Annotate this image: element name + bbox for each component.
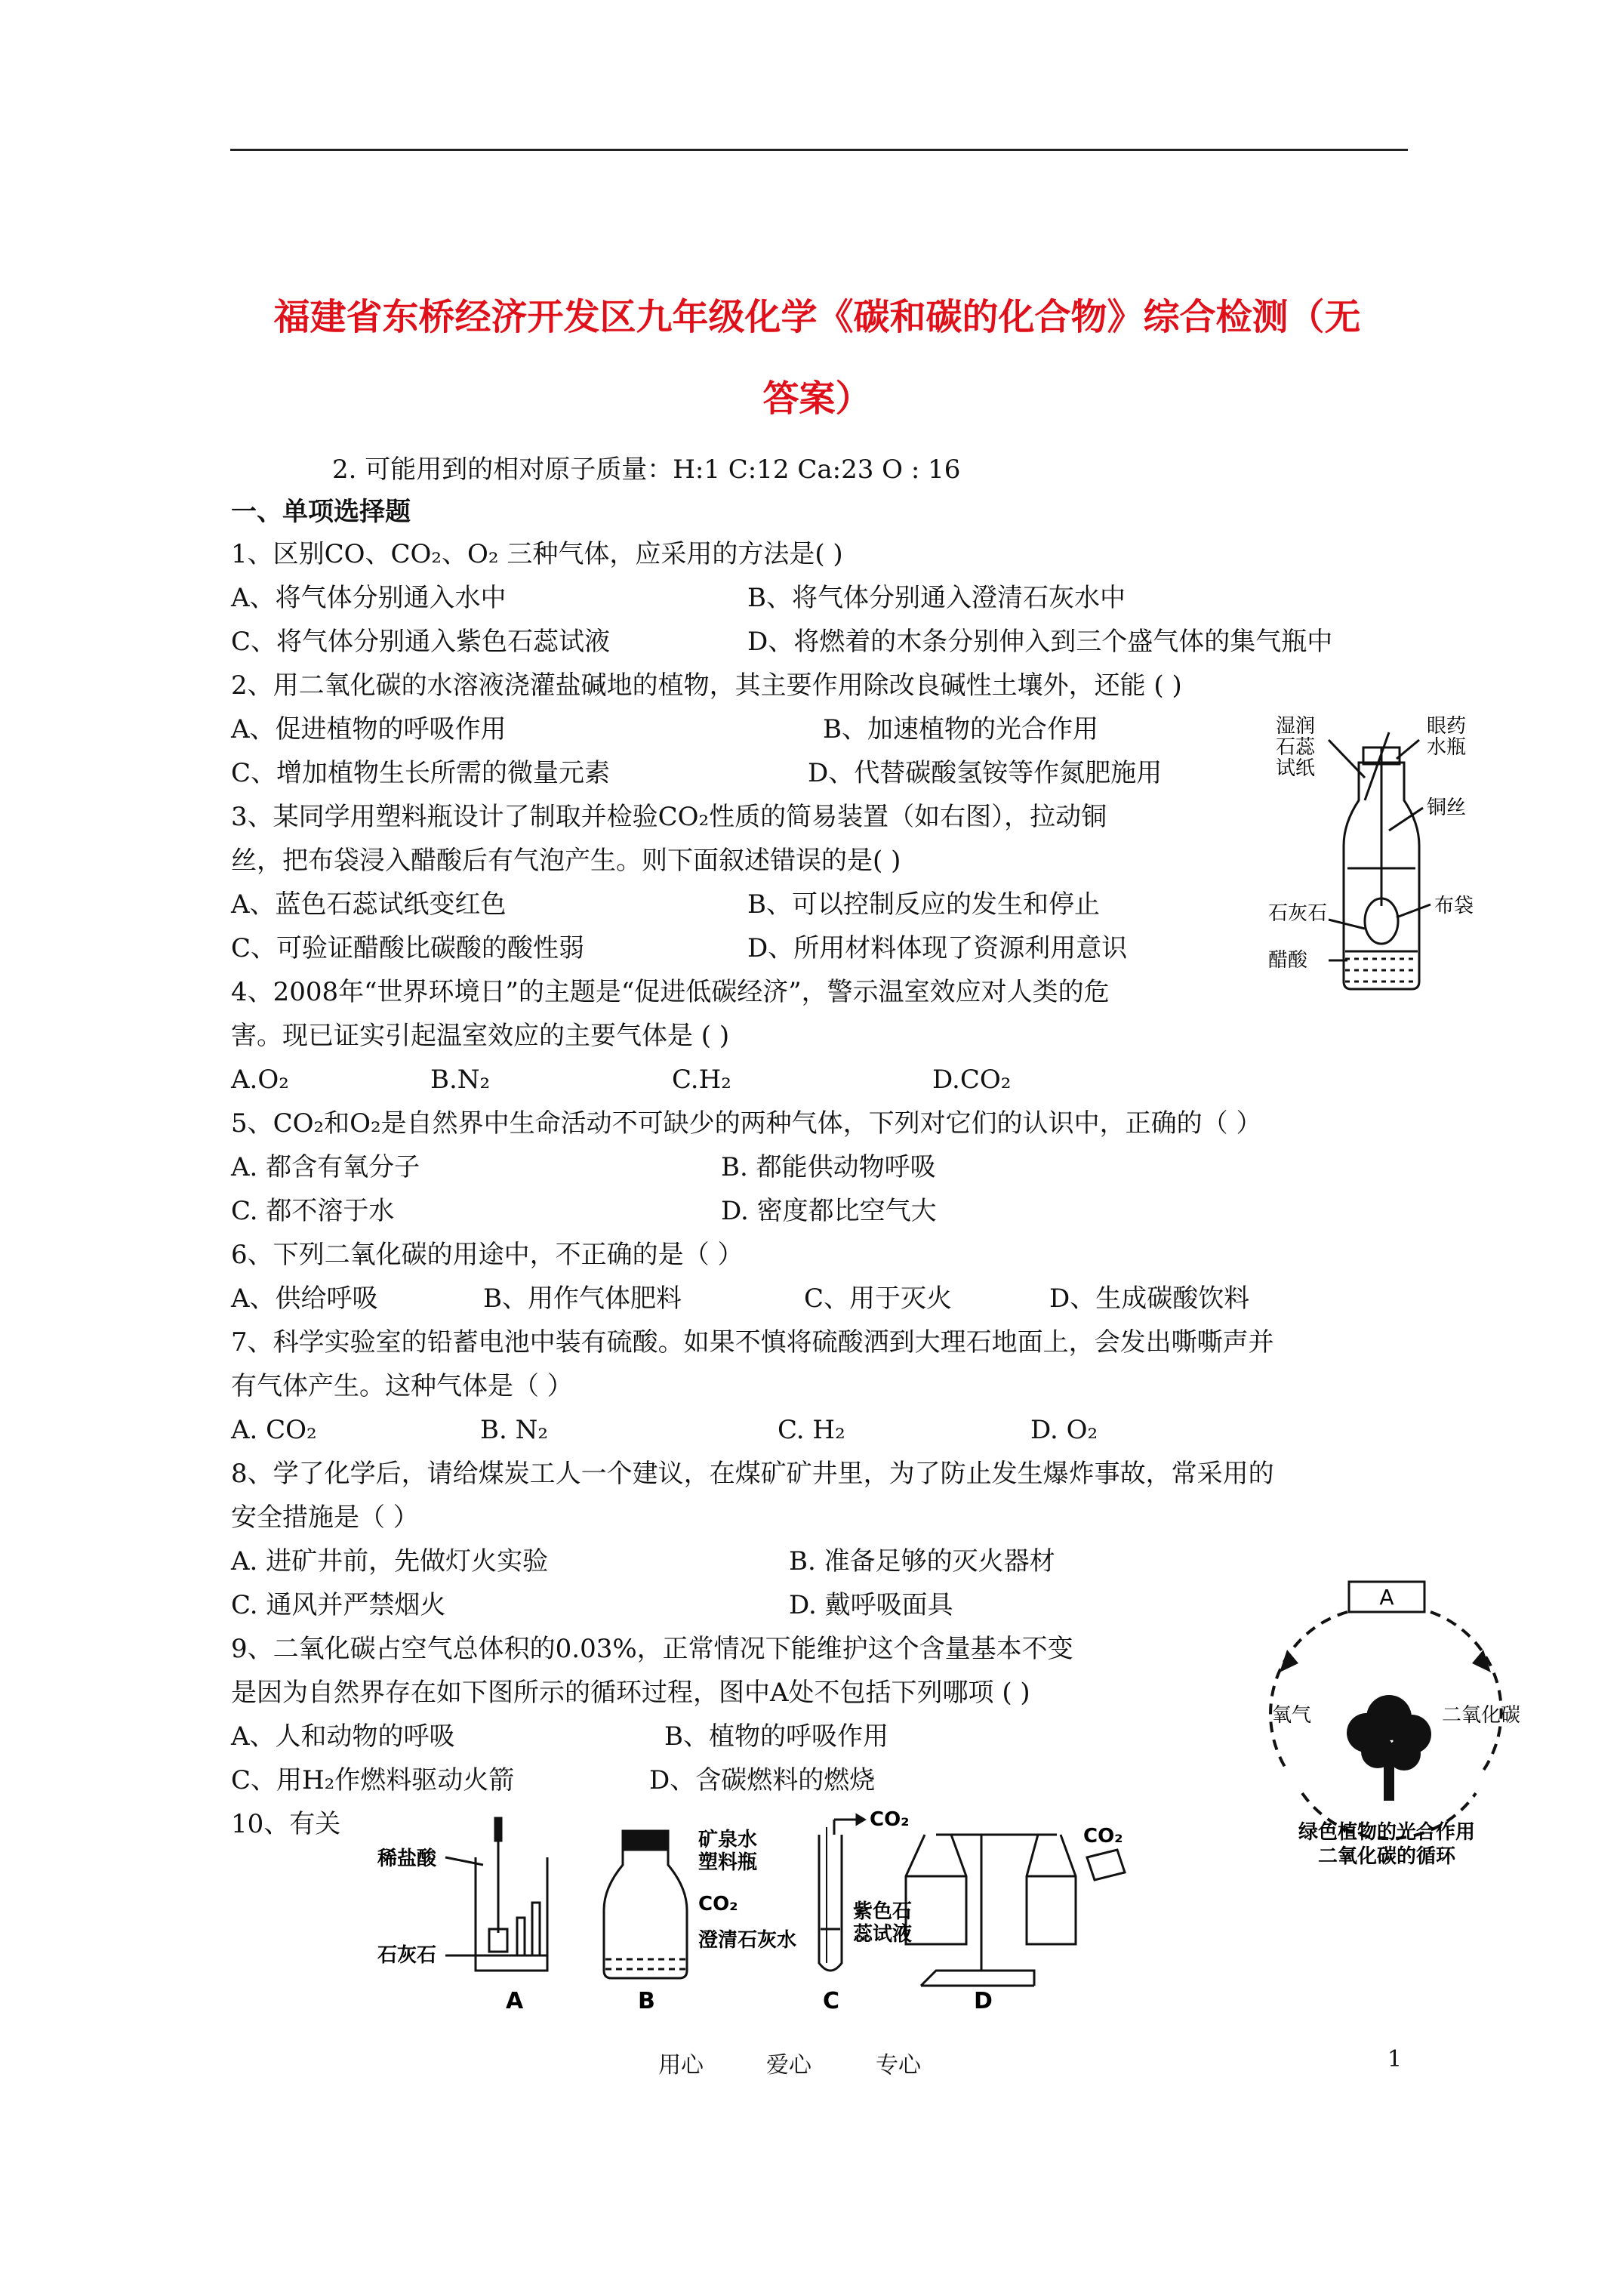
q9-option-b: B、植物的呼吸作用 <box>664 1721 888 1752</box>
q5-option-b: B. 都能供动物呼吸 <box>721 1152 936 1182</box>
carbon-cycle-figure <box>1257 1567 1521 1869</box>
q2-stem: 2、用二氧化碳的水溶液浇灌盐碱地的植物，其主要作用除改良碱性土壤外，还能 ( ) <box>231 670 1182 701</box>
apparatus-b-caption: B <box>638 1988 655 2014</box>
q9-option-d: D、含碳燃料的燃烧 <box>649 1765 876 1795</box>
q5-option-a: A. 都含有氧分子 <box>231 1152 420 1182</box>
q6-option-b: B、用作气体肥料 <box>483 1284 682 1314</box>
q3-option-b: B、可以控制反应的发生和停止 <box>747 889 1100 920</box>
cycle-box-label: A <box>1379 1585 1394 1610</box>
bottle-apparatus-figure <box>1268 715 1474 1019</box>
cycle-caption-2: 二氧化碳的循环 <box>1317 1845 1456 1868</box>
section-heading: 一、单项选择题 <box>231 497 411 527</box>
header-rule <box>230 149 1408 151</box>
q7-option-d: D. O₂ <box>1030 1415 1098 1445</box>
apparatus-a-limestone-label: 石灰石 <box>377 1944 437 1967</box>
atomic-mass-note: 2. 可能用到的相对原子质量：H:1 C:12 Ca:23 O : 16 <box>332 455 961 485</box>
q9-option-a: A、人和动物的呼吸 <box>231 1721 455 1752</box>
apparatus-a-caption: A <box>506 1988 524 2014</box>
apparatus-b-co2-label: CO₂ <box>698 1893 738 1915</box>
q5-option-c: C. 都不溶于水 <box>231 1196 395 1226</box>
q7-option-b: B. N₂ <box>480 1415 548 1445</box>
q3-stem-line1: 3、某同学用塑料瓶设计了制取并检验CO₂性质的简易装置（如右图），拉动铜 <box>231 802 1107 832</box>
cycle-label-co2: 二氧化碳 <box>1442 1704 1521 1727</box>
page-title-line2: 答案） <box>762 378 872 420</box>
bottle-label-copper-wire: 铜丝 <box>1427 797 1467 819</box>
footer-word-1: 用心 <box>658 2052 704 2079</box>
q10-stem: 10、有关 <box>231 1809 341 1839</box>
apparatus-c-label-2: 蕊试液 <box>853 1923 913 1946</box>
q8-option-c: C. 通风并严禁烟火 <box>231 1590 446 1620</box>
q2-option-b: B、加速植物的光合作用 <box>823 714 1098 744</box>
bottle-label-cloth-bag: 布袋 <box>1434 895 1474 917</box>
bottle-label-limestone: 石灰石 <box>1268 902 1328 925</box>
q1-option-a: A、将气体分别通入水中 <box>231 583 507 613</box>
q4-stem-line1: 4、2008年“世界环境日”的主题是“促进低碳经济”，警示温室效应对人类的危 <box>231 977 1110 1007</box>
q7-option-a: A. CO₂ <box>231 1415 317 1445</box>
bottle-label-eyedrop-2: 水瓶 <box>1427 736 1467 759</box>
q7-stem-line2: 有气体产生。这种气体是（ ） <box>231 1371 573 1401</box>
q3-stem-line2: 丝，把布袋浸入醋酸后有气泡产生。则下面叙述错误的是( ) <box>231 846 901 876</box>
bottle-label-wet-2: 石蕊 <box>1276 736 1316 759</box>
bottle-label-wet-3: 试纸 <box>1276 757 1316 780</box>
q3-option-c: C、可验证醋酸比碳酸的酸性弱 <box>231 933 585 963</box>
footer-word-3: 专心 <box>876 2052 921 2079</box>
apparatus-c-co2-label: CO₂ <box>870 1808 910 1831</box>
bottle-label-wet-1: 湿润 <box>1276 715 1316 738</box>
q4-option-c: C.H₂ <box>672 1065 731 1095</box>
q1-option-c: C、将气体分别通入紫色石蕊试液 <box>231 627 611 657</box>
q3-option-a: A、蓝色石蕊试纸变红色 <box>231 889 507 920</box>
q2-option-d: D、代替碳酸氢铵等作氮肥施用 <box>808 758 1163 788</box>
apparatus-c-caption: C <box>823 1988 840 2014</box>
q5-stem: 5、CO₂和O₂是自然界中生命活动不可缺少的两种气体，下列对它们的认识中，正确的（ ） <box>231 1108 1262 1139</box>
cycle-caption-1: 绿色植物的光合作用 <box>1298 1821 1476 1844</box>
apparatus-b-limewater-label: 澄清石灰水 <box>698 1929 797 1952</box>
q5-option-d: D. 密度都比空气大 <box>721 1196 937 1226</box>
apparatus-d-caption: D <box>974 1988 993 2014</box>
q6-option-c: C、用于灭火 <box>804 1284 953 1314</box>
page-number: 1 <box>1387 2046 1403 2073</box>
q7-stem-line1: 7、科学实验室的铅蓄电池中装有硫酸。如果不慎将硫酸洒到大理石地面上，会发出嘶嘶声并 <box>231 1327 1274 1358</box>
q8-option-b: B. 准备足够的灭火器材 <box>789 1546 1055 1576</box>
bottle-label-acid: 醋酸 <box>1268 949 1308 972</box>
q6-option-a: A、供给呼吸 <box>231 1284 378 1314</box>
apparatus-c-label-1: 紫色石 <box>853 1900 913 1923</box>
q4-option-b: B.N₂ <box>430 1065 491 1095</box>
bottle-label-eyedrop-1: 眼药 <box>1427 715 1467 738</box>
footer-word-2: 爱心 <box>766 2052 812 2079</box>
apparatus-b-label-2: 塑料瓶 <box>698 1851 758 1874</box>
apparatus-abcd-figure <box>362 1804 1193 2016</box>
q1-option-b: B、将气体分别通入澄清石灰水中 <box>747 583 1126 613</box>
q1-option-d: D、将燃着的木条分别伸入到三个盛气体的集气瓶中 <box>747 627 1333 657</box>
q9-stem-line2: 是因为自然界存在如下图所示的循环过程，图中A处不包括下列哪项 ( ) <box>231 1678 1030 1708</box>
cycle-label-oxygen: 氧气 <box>1272 1704 1312 1727</box>
q7-option-c: C. H₂ <box>778 1415 845 1445</box>
q8-option-d: D. 戴呼吸面具 <box>789 1590 953 1620</box>
q8-stem-line1: 8、学了化学后，请给煤炭工人一个建议，在煤矿矿井里，为了防止发生爆炸事故，常采用的 <box>231 1459 1274 1489</box>
q4-option-a: A.O₂ <box>231 1065 289 1095</box>
apparatus-a-hcl-label: 稀盐酸 <box>377 1848 437 1870</box>
q9-option-c: C、用H₂作燃料驱动火箭 <box>231 1765 515 1795</box>
q3-option-d: D、所用材料体现了资源利用意识 <box>747 933 1128 963</box>
q2-option-a: A、促进植物的呼吸作用 <box>231 714 507 744</box>
apparatus-b-label-1: 矿泉水 <box>698 1829 758 1851</box>
q6-stem: 6、下列二氧化碳的用途中，不正确的是（ ） <box>231 1240 744 1270</box>
page-title-line1: 福建省东桥经济开发区九年级化学《碳和碳的化合物》综合检测（无 <box>273 296 1361 338</box>
q6-option-d: D、生成碳酸饮料 <box>1049 1284 1250 1314</box>
q8-stem-line2: 安全措施是（ ） <box>231 1502 419 1533</box>
q9-stem-line1: 9、二氧化碳占空气总体积的0.03%，正常情况下能维护这个含量基本不变 <box>231 1634 1073 1664</box>
q8-option-a: A. 进矿井前，先做灯火实验 <box>231 1546 549 1576</box>
q4-stem-line2: 害。现已证实引起温室效应的主要气体是 ( ) <box>231 1021 730 1051</box>
q2-option-c: C、增加植物生长所需的微量元素 <box>231 758 611 788</box>
apparatus-d-co2-label: CO₂ <box>1083 1825 1123 1848</box>
q4-option-d: D.CO₂ <box>932 1065 1012 1095</box>
q1-stem: 1、区别CO、CO₂、O₂ 三种气体，应采用的方法是( ) <box>231 539 843 569</box>
